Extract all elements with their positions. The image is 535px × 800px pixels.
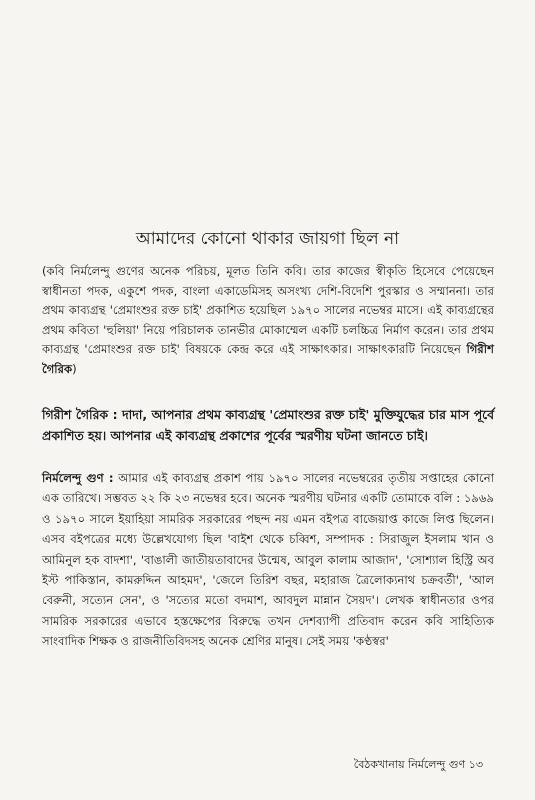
question-paragraph bbox=[42, 404, 494, 446]
answer-text: আমার এই কাব্যগ্রন্থ প্রকাশ পায় ১৯৭০ সালের নভেম্বরের তৃতীয় সপ্তাহের কোনো এক তারিখে। সম্ভবত ২২ কি ২৩ নভেম্বর হবে। অনেক স্মরণীয় ঘটনার একটি তোমাকে বলি : ১৯৬৯ ও ১৯৭০ সালে ইয়াহিয়া সামরিক সরকারের পছন্দ নয় এমন বইপত্র বাজেয়াপ্ত কাজে লিপ্ত ছিলেন। এসব বইপত্রের মধ্যে উল্লেখযোগ্য ছিল 'বাইশ থেকে চব্বিশ, সম্পাদক : সিরাজুল ইসলাম খান ও আমিনুল হক বাদশা', 'বাঙালী জাতীয়তাবাদের উন্মেষ, আবুল কালাম আজাদ', 'সোশ্যাল হিস্ট্রি অব ইস্ট পাকিস্তান, কামরুদ্দিন আহমদ', 'জেলে তিরিশ বছর, মহারাজ ত্রৈলোক্যনাথ চক্রবর্তী', 'আল বেরুনী, সত্যেন সেন', ও 'সত্যের মতো বদমাশ, আবদুল মান্নান সৈয়দ'। লেখক স্বাধীনতার ওপর সামরিক সরকারের এভাবে হস্তক্ষেপের বিরুদ্ধে তখন দেশব্যাপী প্রতিবাদ করেন কবি সাহিত্যিক সাংবাদিক শিক্ষক ও রাজনীতিবিদসহ অনেক শ্রেণির মানুষ। সেই সময় 'কণ্ঠস্বর' bbox=[42, 471, 494, 649]
intro-text: (কবি নির্মলেন্দু গুণের অনেক পরিচয়, মূলত তিনি কবি। তার কাজের স্বীকৃতি হিসেবে পেয়েছেন স্বাধীনতা পদক, একুশে পদক, বাংলা একাডেমিসহ অসংখ্য দেশি-বিদেশি পুরস্কার ও সম্মাননা। তার প্রথম কাব্যগ্রন্থ 'প্রেমাংশুর রক্ত চাই' প্রকাশিত হয়েছিল ১৯৭০ সালের নভেম্বর মাসে। এই কাব্যগ্রন্থের প্রথম কবিতা 'হুলিয়া' নিয়ে পরিচালক তানভীর মোকাম্মেল একটি চলচ্চিত্র নির্মাণ করেন। তার প্রথম কাব্যগ্রন্থ 'প্রেমাংশুর রক্ত চাই' বিষয়কে কেন্দ্র করে এই সাক্ষাৎকার। সাক্ষাৎকারটি নিয়েছেন bbox=[42, 264, 494, 357]
answer-paragraph bbox=[42, 468, 494, 652]
running-footer: বৈঠকখানায় নির্মলেন্দু গুণ ১৩ bbox=[353, 758, 483, 771]
question-text: দাদা, আপনার প্রথম কাব্যগ্রন্থ 'প্রেমাংশুর রক্ত চাই' মুক্তিযুদ্ধের চার মাস পূর্বে প্রকাশিত হয়। আপনার এই কাব্যগ্রন্থ প্রকাশের পূর্বের স্মরণীয় ঘটনা জানতে চাই। bbox=[42, 407, 494, 443]
chapter-title: আমাদের কোনো থাকার জায়গা ছিল না bbox=[135, 229, 400, 249]
answer-speaker: নির্মলেন্দু গুণ : bbox=[42, 471, 114, 485]
intro-paragraph bbox=[42, 262, 494, 380]
intro-close: ) bbox=[72, 361, 77, 376]
interviewer-name: গিরীশ গৈরিক bbox=[42, 342, 494, 376]
question-speaker: গিরীশ গৈরিক : bbox=[42, 407, 118, 422]
